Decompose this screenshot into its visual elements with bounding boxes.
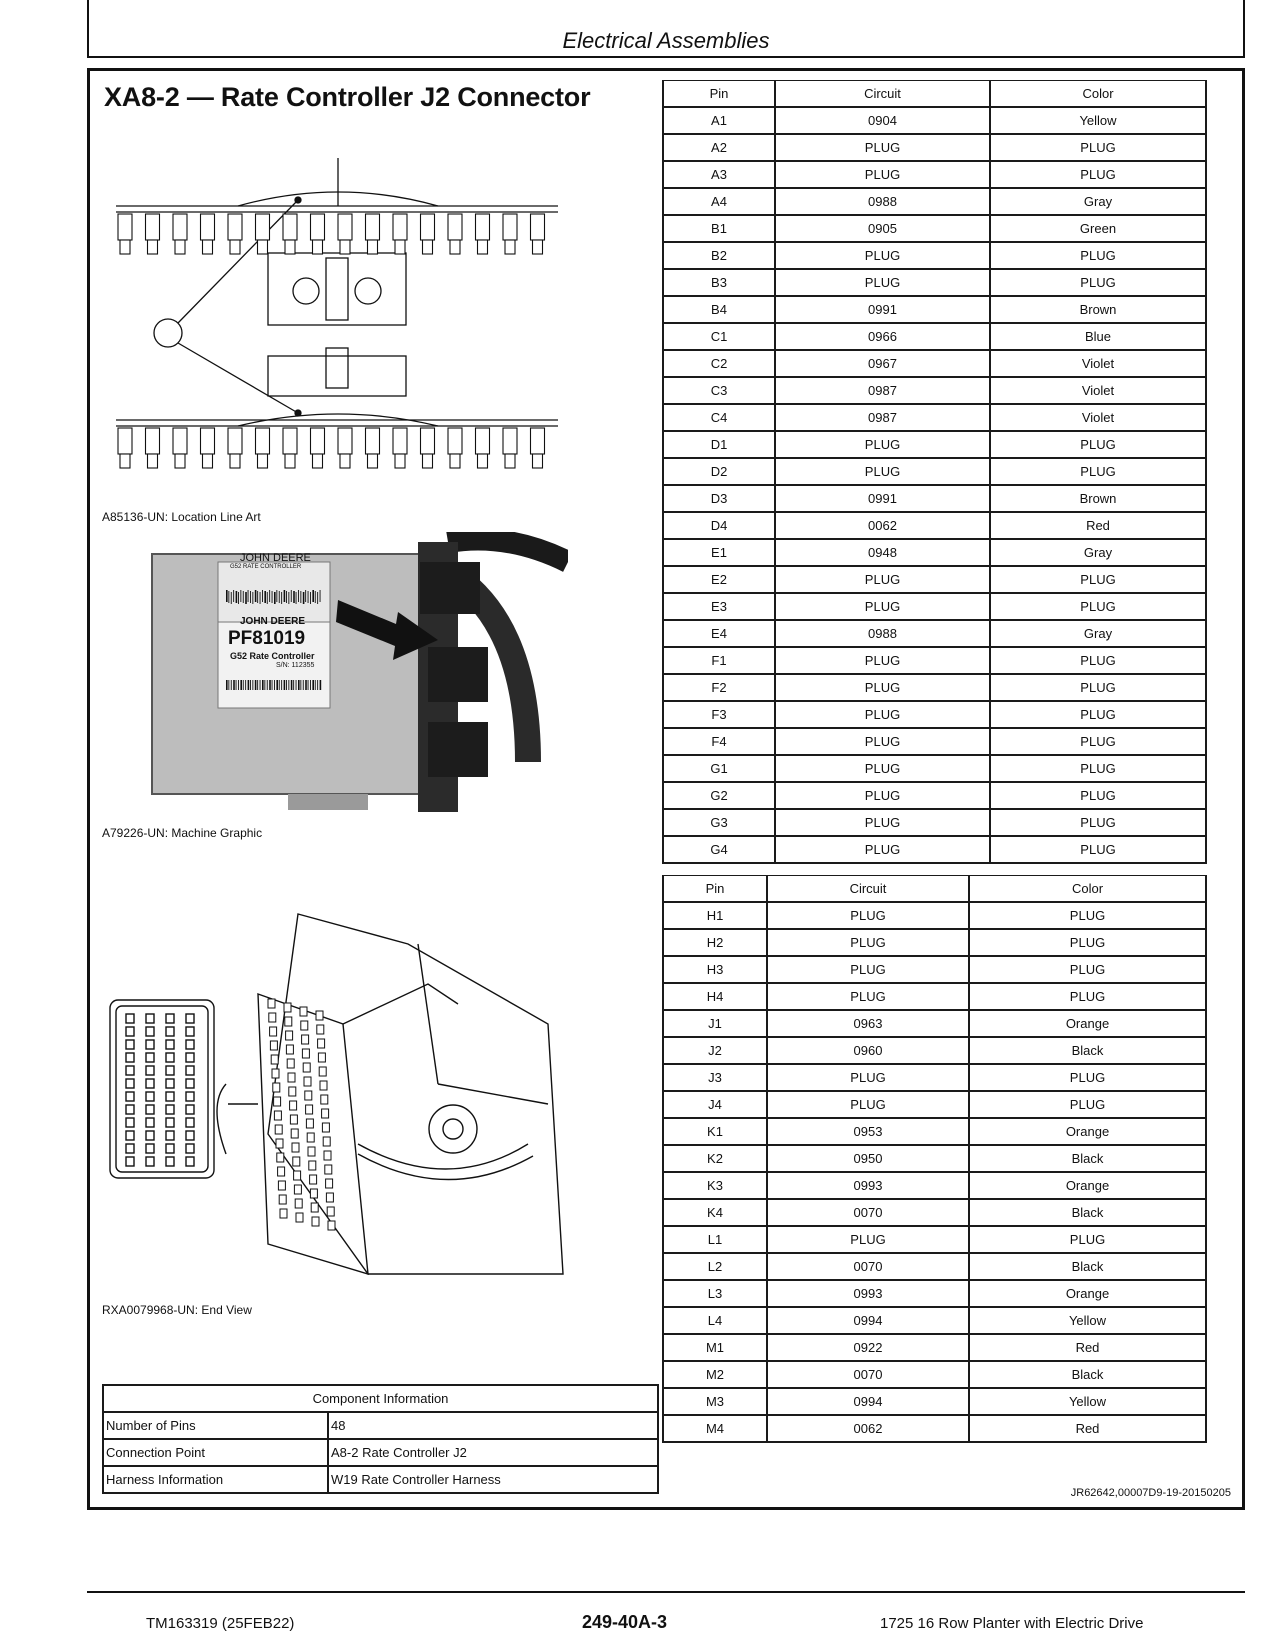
pin-cell: B3 <box>663 269 775 296</box>
pin-cell: J1 <box>663 1010 767 1037</box>
circuit-cell: PLUG <box>775 674 990 701</box>
table-row <box>663 902 1206 929</box>
header-title: Electrical Assemblies <box>562 28 770 53</box>
color-cell: Yellow <box>969 1307 1206 1334</box>
component-info-row <box>103 1466 658 1493</box>
circuit-cell: 0905 <box>775 215 990 242</box>
pin-cell: H4 <box>663 983 767 1010</box>
table-row <box>663 782 1206 809</box>
table-row <box>663 458 1206 485</box>
table-row <box>663 404 1206 431</box>
table-row <box>663 647 1206 674</box>
component-info-table <box>102 1384 659 1494</box>
footer-rule <box>87 1591 1245 1593</box>
pin-cell: K3 <box>663 1172 767 1199</box>
table-row <box>663 134 1206 161</box>
table-row <box>663 1172 1206 1199</box>
circuit-cell: 0966 <box>775 323 990 350</box>
part-number: PF81019 <box>228 628 306 649</box>
pin-cell: G3 <box>663 809 775 836</box>
circuit-cell: PLUG <box>775 728 990 755</box>
circuit-cell: 0988 <box>775 188 990 215</box>
color-cell: Gray <box>990 620 1206 647</box>
table-row <box>663 1037 1206 1064</box>
circuit-cell: PLUG <box>775 701 990 728</box>
pin-cell: C3 <box>663 377 775 404</box>
machine-graphic <box>148 532 568 818</box>
pin-cell: D2 <box>663 458 775 485</box>
circuit-cell: PLUG <box>767 983 969 1010</box>
color-cell: PLUG <box>990 674 1206 701</box>
pin-cell: B2 <box>663 242 775 269</box>
pin-cell: M2 <box>663 1361 767 1388</box>
pin-cell: E4 <box>663 620 775 647</box>
circuit-cell: PLUG <box>775 755 990 782</box>
table-row <box>663 566 1206 593</box>
circuit-cell: PLUG <box>775 458 990 485</box>
circuit-cell: 0988 <box>775 620 990 647</box>
pin-cell: H2 <box>663 929 767 956</box>
color-cell: PLUG <box>990 566 1206 593</box>
table-row <box>663 377 1206 404</box>
color-cell: Black <box>969 1253 1206 1280</box>
col-header-circuit: Circuit <box>767 876 969 902</box>
color-cell: PLUG <box>969 902 1206 929</box>
color-cell: Black <box>969 1199 1206 1226</box>
table-row <box>663 1388 1206 1415</box>
table-row <box>663 983 1206 1010</box>
component-info-row <box>103 1439 658 1466</box>
circuit-cell: 0070 <box>767 1199 969 1226</box>
color-cell: Black <box>969 1361 1206 1388</box>
circuit-cell: PLUG <box>775 782 990 809</box>
table-row <box>663 539 1206 566</box>
color-cell: PLUG <box>990 647 1206 674</box>
label-top: JOHN DEERE <box>240 552 311 564</box>
section-title: XA8-2 — Rate Controller J2 Connector <box>104 82 591 112</box>
pin-cell: M1 <box>663 1334 767 1361</box>
col-header-pin: Pin <box>663 81 775 107</box>
table-row <box>663 485 1206 512</box>
table-row <box>663 296 1206 323</box>
circuit-cell: PLUG <box>775 134 990 161</box>
table-row <box>663 1280 1206 1307</box>
circuit-cell: 0948 <box>775 539 990 566</box>
color-cell: PLUG <box>969 1091 1206 1118</box>
color-cell: Black <box>969 1145 1206 1172</box>
circuit-cell: 0963 <box>767 1010 969 1037</box>
circuit-cell: 0993 <box>767 1172 969 1199</box>
circuit-cell: PLUG <box>775 242 990 269</box>
color-cell: PLUG <box>990 593 1206 620</box>
table-row <box>663 1334 1206 1361</box>
table-header-row <box>663 876 1206 902</box>
pin-cell: H1 <box>663 902 767 929</box>
circuit-cell: 0904 <box>775 107 990 134</box>
table-row <box>663 350 1206 377</box>
pin-cell: E1 <box>663 539 775 566</box>
table-row <box>663 188 1206 215</box>
component-info-value: A8-2 Rate Controller J2 <box>328 1439 658 1466</box>
color-cell: PLUG <box>990 458 1206 485</box>
col-header-color: Color <box>969 876 1206 902</box>
color-cell: Violet <box>990 350 1206 377</box>
pin-cell: L3 <box>663 1280 767 1307</box>
color-cell: PLUG <box>990 269 1206 296</box>
color-cell: Red <box>969 1415 1206 1442</box>
component-info-heading: Component Information <box>103 1385 658 1412</box>
circuit-cell: PLUG <box>767 1064 969 1091</box>
circuit-cell: 0062 <box>767 1415 969 1442</box>
pin-cell: F2 <box>663 674 775 701</box>
circuit-cell: 0967 <box>775 350 990 377</box>
connector-end-view <box>108 904 578 1284</box>
pin-cell: F4 <box>663 728 775 755</box>
pin-cell: F1 <box>663 647 775 674</box>
color-cell: PLUG <box>969 1226 1206 1253</box>
pin-cell: J2 <box>663 1037 767 1064</box>
circuit-cell: PLUG <box>767 1226 969 1253</box>
color-cell: PLUG <box>969 1064 1206 1091</box>
pin-cell: J3 <box>663 1064 767 1091</box>
table-row <box>663 431 1206 458</box>
table-row <box>663 215 1206 242</box>
circuit-cell: PLUG <box>775 161 990 188</box>
circuit-cell: 0987 <box>775 404 990 431</box>
color-cell: Orange <box>969 1010 1206 1037</box>
color-cell: PLUG <box>990 728 1206 755</box>
table-row <box>663 836 1206 863</box>
circuit-cell: PLUG <box>775 809 990 836</box>
pin-cell: K4 <box>663 1199 767 1226</box>
table-row <box>663 1253 1206 1280</box>
component-info-row <box>103 1412 658 1439</box>
product-name: G52 Rate Controller <box>230 651 315 661</box>
color-cell: Orange <box>969 1172 1206 1199</box>
table-row <box>663 1145 1206 1172</box>
location-line-art <box>108 158 568 508</box>
color-cell: PLUG <box>969 956 1206 983</box>
color-cell: PLUG <box>990 836 1206 863</box>
pin-cell: G1 <box>663 755 775 782</box>
component-info-value: W19 Rate Controller Harness <box>328 1466 658 1493</box>
pin-cell: A1 <box>663 107 775 134</box>
table-row <box>663 1415 1206 1442</box>
table-row <box>663 809 1206 836</box>
color-cell: PLUG <box>969 929 1206 956</box>
pin-cell: A4 <box>663 188 775 215</box>
table-row <box>663 107 1206 134</box>
circuit-cell: 0062 <box>775 512 990 539</box>
color-cell: Orange <box>969 1118 1206 1145</box>
pin-cell: L1 <box>663 1226 767 1253</box>
color-cell: PLUG <box>990 782 1206 809</box>
circuit-cell: 0994 <box>767 1307 969 1334</box>
circuit-cell: PLUG <box>767 956 969 983</box>
color-cell: Black <box>969 1037 1206 1064</box>
pin-cell: J4 <box>663 1091 767 1118</box>
table-row <box>663 1226 1206 1253</box>
circuit-cell: 0070 <box>767 1253 969 1280</box>
color-cell: Red <box>969 1334 1206 1361</box>
table-row <box>663 1010 1206 1037</box>
pin-cell: G2 <box>663 782 775 809</box>
table-row <box>663 1091 1206 1118</box>
footer-product: 1725 16 Row Planter with Electric Drive <box>880 1615 1144 1632</box>
color-cell: Orange <box>969 1280 1206 1307</box>
color-cell: Violet <box>990 377 1206 404</box>
pin-cell: B1 <box>663 215 775 242</box>
color-cell: PLUG <box>990 242 1206 269</box>
machine-caption: A79226-UN: Machine Graphic <box>102 826 263 840</box>
pin-cell: D3 <box>663 485 775 512</box>
color-cell: Yellow <box>969 1388 1206 1415</box>
color-cell: PLUG <box>990 755 1206 782</box>
table-row <box>663 755 1206 782</box>
circuit-cell: 0991 <box>775 296 990 323</box>
circuit-cell: 0922 <box>767 1334 969 1361</box>
color-cell: PLUG <box>990 809 1206 836</box>
endview-caption: RXA0079968-UN: End View <box>102 1303 252 1317</box>
color-cell: Brown <box>990 296 1206 323</box>
circuit-cell: 0960 <box>767 1037 969 1064</box>
page-header <box>87 0 1245 58</box>
pin-table-h-m <box>662 875 1207 1443</box>
circuit-cell: 0953 <box>767 1118 969 1145</box>
circuit-cell: PLUG <box>775 566 990 593</box>
circuit-cell: 0987 <box>775 377 990 404</box>
circuit-cell: 0993 <box>767 1280 969 1307</box>
color-cell: Blue <box>990 323 1206 350</box>
circuit-cell: 0070 <box>767 1361 969 1388</box>
col-header-pin: Pin <box>663 876 767 902</box>
table-row <box>663 1361 1206 1388</box>
pin-cell: H3 <box>663 956 767 983</box>
circuit-cell: 0991 <box>775 485 990 512</box>
pin-cell: E2 <box>663 566 775 593</box>
color-cell: Gray <box>990 188 1206 215</box>
color-cell: Brown <box>990 485 1206 512</box>
pin-cell: K1 <box>663 1118 767 1145</box>
pin-cell: A3 <box>663 161 775 188</box>
pin-cell: E3 <box>663 593 775 620</box>
circuit-cell: PLUG <box>775 593 990 620</box>
circuit-cell: PLUG <box>767 902 969 929</box>
color-cell: Yellow <box>990 107 1206 134</box>
pin-table-a-g <box>662 80 1207 864</box>
component-info-heading-row <box>103 1385 658 1412</box>
table-header-row <box>663 81 1206 107</box>
component-info-label: Connection Point <box>103 1439 328 1466</box>
circuit-cell: PLUG <box>775 647 990 674</box>
pin-cell: K2 <box>663 1145 767 1172</box>
color-cell: PLUG <box>990 161 1206 188</box>
table-row <box>663 512 1206 539</box>
table-row <box>663 674 1206 701</box>
reference-id: JR62642,00007D9-19-20150205 <box>1070 1487 1231 1499</box>
location-caption: A85136-UN: Location Line Art <box>102 510 261 524</box>
table-row <box>663 269 1206 296</box>
footer-manual-id: TM163319 (25FEB22) <box>146 1615 295 1632</box>
footer-page-number: 249-40A-3 <box>582 1612 668 1632</box>
col-header-color: Color <box>990 81 1206 107</box>
serial-number: S/N: 112355 <box>276 662 315 669</box>
table-row <box>663 1307 1206 1334</box>
table-row <box>663 728 1206 755</box>
table-row <box>663 701 1206 728</box>
color-cell: Green <box>990 215 1206 242</box>
table-row <box>663 956 1206 983</box>
color-cell: PLUG <box>990 701 1206 728</box>
pin-cell: C4 <box>663 404 775 431</box>
circuit-cell: PLUG <box>775 269 990 296</box>
pin-cell: D1 <box>663 431 775 458</box>
pin-cell: B4 <box>663 296 775 323</box>
table-row <box>663 1199 1206 1226</box>
circuit-cell: PLUG <box>767 929 969 956</box>
pin-cell: C1 <box>663 323 775 350</box>
pin-cell: A2 <box>663 134 775 161</box>
pin-cell: D4 <box>663 512 775 539</box>
label-sub: G52 RATE CONTROLLER <box>230 564 302 570</box>
color-cell: Red <box>990 512 1206 539</box>
pin-cell: F3 <box>663 701 775 728</box>
table-row <box>663 161 1206 188</box>
component-info-label: Number of Pins <box>103 1412 328 1439</box>
table-row <box>663 242 1206 269</box>
component-info-value: 48 <box>328 1412 658 1439</box>
table-row <box>663 593 1206 620</box>
pin-cell: L2 <box>663 1253 767 1280</box>
pin-cell: M3 <box>663 1388 767 1415</box>
label-brand: JOHN DEERE <box>240 616 306 627</box>
circuit-cell: 0950 <box>767 1145 969 1172</box>
table-row <box>663 323 1206 350</box>
color-cell: PLUG <box>969 983 1206 1010</box>
pin-cell: L4 <box>663 1307 767 1334</box>
table-row <box>663 1064 1206 1091</box>
component-info-label: Harness Information <box>103 1466 328 1493</box>
table-row <box>663 1118 1206 1145</box>
color-cell: PLUG <box>990 134 1206 161</box>
circuit-cell: PLUG <box>767 1091 969 1118</box>
circuit-cell: 0994 <box>767 1388 969 1415</box>
color-cell: PLUG <box>990 431 1206 458</box>
color-cell: Gray <box>990 539 1206 566</box>
color-cell: Violet <box>990 404 1206 431</box>
table-row <box>663 620 1206 647</box>
pin-cell: G4 <box>663 836 775 863</box>
col-header-circuit: Circuit <box>775 81 990 107</box>
circuit-cell: PLUG <box>775 431 990 458</box>
table-row <box>663 929 1206 956</box>
pin-cell: C2 <box>663 350 775 377</box>
pin-cell: M4 <box>663 1415 767 1442</box>
circuit-cell: PLUG <box>775 836 990 863</box>
